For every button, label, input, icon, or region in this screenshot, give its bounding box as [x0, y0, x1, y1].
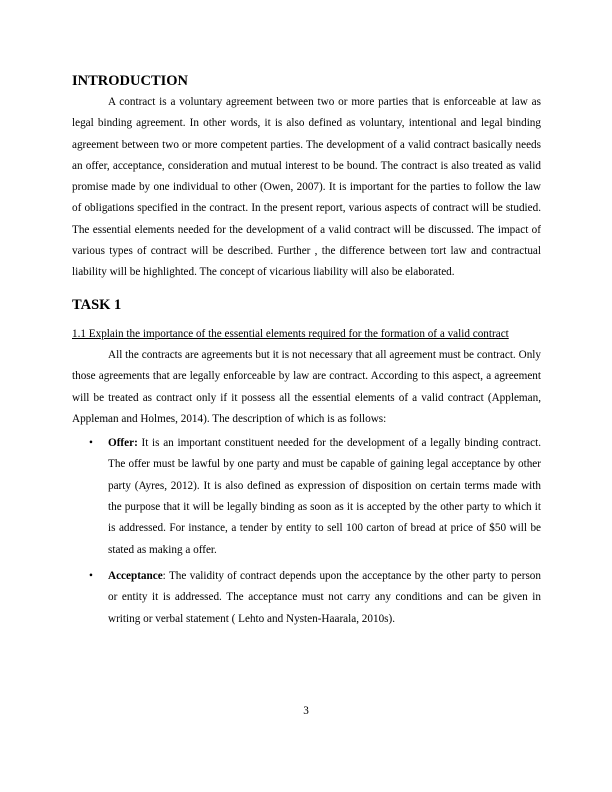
task-1-heading: TASK 1: [72, 296, 122, 313]
offer-term: Offer:: [108, 437, 138, 450]
list-item-offer: [72, 433, 541, 561]
acceptance-term: Acceptance: [108, 569, 163, 582]
page-content: [72, 70, 541, 630]
page-number: 3: [303, 705, 309, 717]
introduction-paragraph: A contract is a voluntary agreement between two or more parties that is enforceable at law as legal binding agreement. In other words, it is also defined as voluntary, intentional and legal binding agreement between two or more competent parties. The development of a valid contract basically needs an offer, acceptance, consideration and mutual interest to be bound. The contract is also treated as valid promise made by one individual to other (Owen, 2007). It is important for the parties to follow the law of obligations specified in the contract. In the present report, various aspects of contract will be studied. The essential elements needed for the development of a valid contract will be discussed. The impact of various types of contract will be described. Further , the difference between tort law and contractual liability will be highlighted. The concept of vicarious liability will also be elaborated.: [72, 96, 541, 279]
acceptance-description: : The validity of contract depends upon the acceptance by the other party to person or entity it is addressed. The acceptance must not carry any conditions and can be given in writing or verbal statement ( Lehto and Nysten-Haarala, 2010s).: [108, 569, 541, 625]
essential-elements-list: [72, 433, 541, 630]
introduction-heading: INTRODUCTION: [72, 73, 189, 89]
list-item-acceptance: [72, 566, 541, 630]
task-1-paragraph: All the contracts are agreements but it is not necessary that all agreement must be contract. Only those agreements that are legally enforceable by law are contract. According to this aspect, a agreement will be treated as contract only if it possess all the essential elements of a valid contract (Appleman, Appleman and Holmes, 2014). The description of which is as follows:: [72, 348, 541, 425]
bullet-icon: •: [89, 569, 93, 582]
task-1-1-subheading: 1.1 Explain the importance of the essential elements required for the formation of a valid contract: [72, 327, 509, 340]
bullet-icon: •: [89, 437, 93, 450]
offer-description: It is an important constituent needed for the development of a legally binding contract. The offer must be lawful by one party and must be capable of gaining legal acceptance by other party (Ayres, 2012). It is also defined as expression of disposition on certain terms made with the purpose that it will be legally binding as soon as it is accepted by the other party to which it is addressed. For instance, a tender by entity to sell 100 carton of bread at price of $50 will be stated as making a offer.: [108, 437, 541, 556]
